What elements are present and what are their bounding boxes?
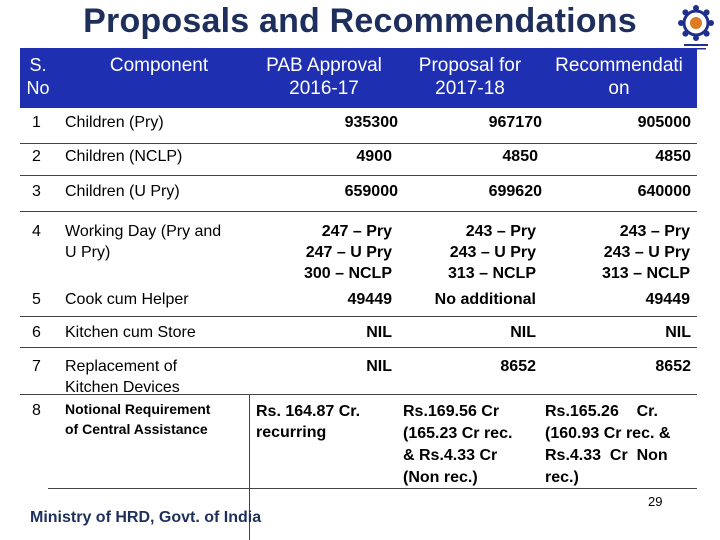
row-8-proposal-line4: (Non rec.) [403, 469, 478, 486]
row-4-proposal-line3: 313 – NCLP [447, 265, 536, 282]
row-6-rec: NIL [665, 324, 691, 341]
row-6-sno: 6 [32, 324, 41, 341]
row-4-pab-line2: 247 – U Pry [305, 244, 392, 261]
row-4-pab-line1: 247 – Pry [321, 223, 392, 240]
row-8-pab-line1: Rs. 164.87 Cr. [256, 403, 361, 420]
row-5-proposal: No additional [434, 291, 536, 308]
row-3-sno: 3 [32, 183, 41, 200]
row-8-pab-line2: recurring [256, 424, 327, 441]
row-5-sno: 5 [32, 291, 41, 308]
row-4-rec-line1: 243 – Pry [619, 223, 690, 240]
row-4-proposal-line2: 243 – U Pry [449, 244, 536, 261]
row-divider [20, 316, 697, 317]
footer-text: Ministry of HRD, Govt. of India [30, 509, 262, 526]
row-divider [20, 347, 697, 348]
row-4-sno: 4 [32, 223, 41, 240]
row-5-rec: 49449 [645, 291, 690, 308]
row-5-component: Cook cum Helper [65, 291, 189, 308]
row-5-pab: 49449 [347, 291, 392, 308]
slide-title: Proposals and Recommendations [83, 2, 637, 40]
row-4-rec-line2: 243 – U Pry [603, 244, 690, 261]
row-6-proposal: NIL [510, 324, 536, 341]
row-4-pab-line3: 300 – NCLP [303, 265, 392, 282]
page-number: 29 [648, 494, 663, 509]
header-pab: PAB Approval 2016-17 [266, 55, 382, 99]
row-7-pab: NIL [366, 358, 392, 375]
row-8-component-line2: of Central Assistance [65, 421, 208, 437]
header-component: Component [109, 55, 209, 76]
row-6-pab: NIL [366, 324, 392, 341]
row-7-rec: 8652 [655, 358, 691, 375]
row-8-rec-line2: (160.93 Cr rec. & [545, 425, 671, 442]
row-2-component: Children (NCLP) [65, 148, 183, 165]
row-2-proposal: 4850 [502, 148, 538, 165]
row-1-proposal: 967170 [488, 114, 542, 131]
row-8-rec-line3: Rs.4.33 Cr Non [545, 447, 668, 464]
row-6-component: Kitchen cum Store [65, 324, 196, 341]
row-7-proposal: 8652 [500, 358, 536, 375]
row-1-sno: 1 [32, 114, 41, 131]
row-1-rec: 905000 [637, 114, 691, 131]
header-proposal: Proposal for 2017-18 [418, 55, 522, 99]
row-7-sno: 7 [32, 358, 41, 375]
row-divider [20, 143, 697, 144]
ministry-logo [676, 3, 718, 51]
row-8-proposal-line2: (165.23 Cr rec. [403, 425, 513, 442]
row-4-rec-line3: 313 – NCLP [601, 265, 690, 282]
header-sno: S. No [26, 55, 50, 98]
header-recommendation: Recommendati on [555, 55, 683, 99]
row-1-component: Children (Pry) [65, 114, 164, 131]
row-3-component: Children (U Pry) [65, 183, 180, 200]
row-8-rec-line4: rec.) [545, 469, 579, 486]
row-3-pab: 659000 [344, 183, 398, 200]
row-8-proposal-line3: & Rs.4.33 Cr [403, 447, 498, 464]
row-2-pab: 4900 [356, 148, 392, 165]
row-divider [20, 175, 697, 176]
row-8-component-line1: Notional Requirement [65, 401, 211, 417]
row-4-component-line2: U Pry) [65, 244, 111, 261]
row-4-component-line1: Working Day (Pry and [65, 223, 222, 240]
row-3-proposal: 699620 [488, 183, 542, 200]
row-8-proposal-line1: Rs.169.56 Cr [403, 403, 500, 420]
table-bottom-border [48, 488, 697, 489]
table-header [20, 48, 697, 108]
row-1-pab: 935300 [344, 114, 398, 131]
row-3-rec: 640000 [637, 183, 691, 200]
row-8-sno: 8 [32, 402, 41, 419]
row-8-rec-line1: Rs.165.26 Cr. [545, 403, 658, 420]
row-7-component-line1: Replacement of [65, 358, 178, 375]
row-divider [20, 211, 697, 212]
row-2-rec: 4850 [655, 148, 691, 165]
row-2-sno: 2 [32, 148, 41, 165]
row-7-component-line2: Kitchen Devices [65, 379, 180, 396]
row-4-proposal-line1: 243 – Pry [465, 223, 536, 240]
